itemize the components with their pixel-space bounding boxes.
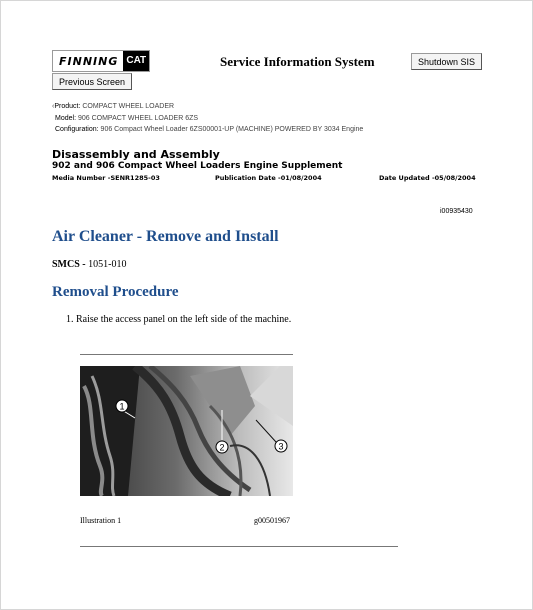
illustration-id: g00501967 <box>254 516 290 525</box>
finning-cat-logo <box>52 50 150 72</box>
document-subtitle: 902 and 906 Compact Wheel Loaders Engine Supplement <box>52 161 343 171</box>
logo-text: FINNING <box>59 55 119 68</box>
illustration-photo <box>80 366 293 496</box>
svg-text:2: 2 <box>219 442 225 453</box>
cat-badge: CAT <box>123 51 149 71</box>
svg-text:1: 1 <box>119 401 125 412</box>
date-updated: Date Updated -05/08/2004 <box>379 174 476 182</box>
model-line: Model: 906 COMPACT WHEEL LOADER 6ZS <box>55 115 199 122</box>
procedure-heading: Air Cleaner - Remove and Install <box>52 228 279 245</box>
configuration-line: Configuration: 906 Compact Wheel Loader 6ZS00001-UP (MACHINE) POWERED BY 3034 Engine <box>55 126 364 133</box>
divider-bottom <box>80 546 398 547</box>
previous-screen-button[interactable]: Previous Screen <box>52 73 132 90</box>
illustration-label: Illustration 1 <box>80 516 122 525</box>
step-1: 1. Raise the access panel on the left side of the machine. <box>66 314 292 325</box>
shutdown-sis-button[interactable]: Shutdown SIS <box>411 53 482 70</box>
configuration-value: 906 Compact Wheel Loader 6ZS00001-UP (MACHINE) POWERED BY 3034 Engine <box>100 126 364 133</box>
svg-text:3: 3 <box>278 441 284 452</box>
document-id: i00935430 <box>440 208 473 215</box>
document-title: Disassembly and Assembly <box>52 148 220 161</box>
publication-date: Publication Date -01/08/2004 <box>215 174 322 182</box>
back-arrow-icon: ‹ <box>52 103 55 110</box>
section-heading: Removal Procedure <box>52 284 179 300</box>
product-value: COMPACT WHEEL LOADER <box>82 103 175 110</box>
media-number: Media Number -SENR1285-03 <box>52 174 160 182</box>
product-line: ‹Product: COMPACT WHEEL LOADER <box>52 103 175 110</box>
smcs-code: SMCS - 1051-010 <box>52 259 127 270</box>
divider-top <box>80 354 293 355</box>
model-value: 906 COMPACT WHEEL LOADER 6ZS <box>77 115 199 122</box>
app-title: Service Information System <box>220 54 375 69</box>
